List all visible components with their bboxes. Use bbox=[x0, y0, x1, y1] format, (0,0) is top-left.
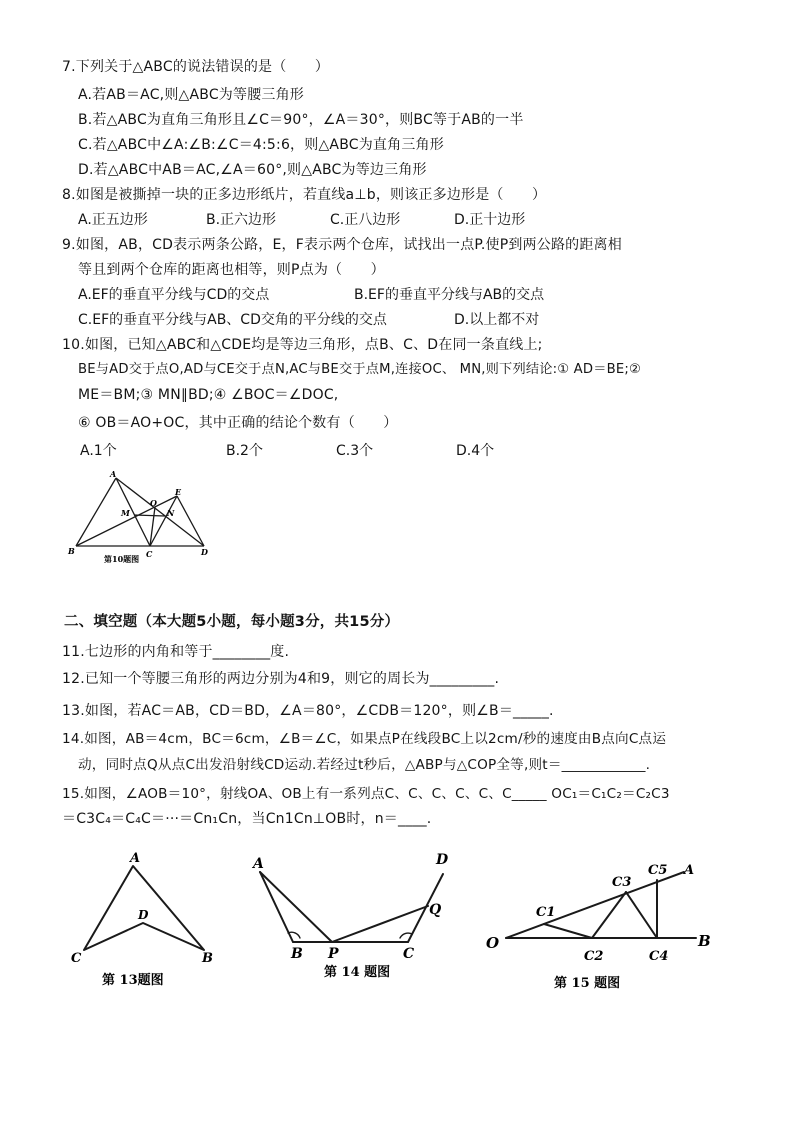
q10-option-c: C.3个 bbox=[336, 443, 374, 459]
fig10-label-b: B bbox=[68, 546, 75, 556]
fig15-label-c5: C5 bbox=[648, 863, 668, 878]
q9-option-a: A.EF的垂直平分线与CD的交点 bbox=[78, 287, 270, 303]
fig14-label-b: B bbox=[291, 946, 303, 962]
figure-q13 bbox=[68, 842, 228, 992]
fig13-caption: 第 13题图 bbox=[102, 973, 164, 988]
fig10-label-c: C bbox=[146, 549, 153, 559]
figure-q15 bbox=[480, 842, 720, 992]
q7-stem: 7.下列关于△ABC的说法错误的是（ ） bbox=[62, 59, 330, 75]
fig13-label-b: B bbox=[202, 951, 213, 966]
q7-option-c: C.若△ABC中∠A:∠B:∠C＝4:5:6，则△ABC为直角三角形 bbox=[78, 137, 444, 153]
fig15-caption: 第 15 题图 bbox=[554, 976, 621, 991]
fig15-label-a: A bbox=[684, 863, 695, 878]
q10-option-b: B.2个 bbox=[226, 443, 263, 459]
fig15-label-c4: C4 bbox=[649, 949, 669, 964]
q9-option-c: C.EF的垂直平分线与AB、CD交角的平分线的交点 bbox=[78, 312, 387, 328]
fig10-caption: 第10题图 bbox=[104, 554, 140, 564]
q8-option-d: D.正十边形 bbox=[454, 212, 526, 228]
q10-stem-line3: ME＝BM;③ MN∥BD;④ ∠BOC＝∠DOC, bbox=[78, 387, 339, 403]
q7-option-a: A.若AB＝AC,则△ABC为等腰三角形 bbox=[78, 87, 304, 103]
q8-stem: 8.如图是被撕掉一块的正多边形纸片，若直线a⊥b，则该正多边形是（ ） bbox=[62, 187, 547, 203]
q10-stem-line2: BE与AD交于点O,AD与CE交于点N,AC与BE交于点M,连接OC、 MN,则下列结论:① AD＝BE;② bbox=[78, 362, 642, 377]
fig10-label-m: M bbox=[121, 508, 130, 518]
q8-option-b: B.正六边形 bbox=[206, 212, 277, 228]
fig15-label-b: B bbox=[698, 932, 711, 950]
q9-stem-line1: 9.如图，AB，CD表示两条公路，E，F表示两个仓库，试找出一点P.使P到两公路的距离相 bbox=[62, 237, 622, 253]
fig15-label-o: O bbox=[486, 934, 500, 952]
fig13-label-d: D bbox=[138, 908, 149, 922]
q10-option-d: D.4个 bbox=[456, 443, 495, 459]
fig14-label-d: D bbox=[436, 852, 449, 868]
q7-option-d: D.若△ABC中AB＝AC,∠A＝60°,则△ABC为等边三角形 bbox=[78, 162, 427, 178]
q8-option-c: C.正八边形 bbox=[330, 212, 401, 228]
q10-option-a: A.1个 bbox=[80, 443, 117, 459]
fig10-label-n: N bbox=[167, 508, 175, 518]
figure-q14 bbox=[248, 842, 468, 992]
fig10-label-a: A bbox=[110, 469, 117, 479]
q7-option-b: B.若△ABC为直角三角形且∠C＝90°，∠A＝30°，则BC等于AB的一半 bbox=[78, 112, 524, 128]
fig15-label-c1: C1 bbox=[536, 905, 556, 920]
fig10-label-o: O bbox=[150, 498, 157, 508]
q10-stem-line1: 10.如图，已知△ABC和△CDE均是等边三角形，点B、C、D在同一条直线上; bbox=[62, 337, 543, 353]
fig13-label-c: C bbox=[71, 951, 82, 966]
q9-option-b: B.EF的垂直平分线与AB的交点 bbox=[354, 287, 545, 303]
q14-text-line2: 动，同时点Q从点C出发沿射线CD运动.若经过t秒后，△ABP与△COP全等,则t＝____________. bbox=[78, 757, 651, 773]
q9-stem-line2: 等且到两个仓库的距离也相等，则P点为（ ） bbox=[78, 262, 385, 278]
q13-text: 13.如图，若AC＝AB，CD＝BD，∠A＝80°，∠CDB＝120°，则∠B＝_____. bbox=[62, 703, 554, 719]
section2-title: 二、填空题（本大题5小题，每小题3分，共15分） bbox=[64, 614, 400, 630]
q14-text-line1: 14.如图，AB＝4cm，BC＝6cm，∠B＝∠C，如果点P在线段BC上以2cm/秒的速度由B点向C点运 bbox=[62, 731, 667, 747]
q11-text: 11.七边形的内角和等于________度. bbox=[62, 644, 290, 660]
q12-text: 12.已知一个等腰三角形的两边分别为4和9，则它的周长为_________. bbox=[62, 671, 500, 687]
fig15-label-c3: C3 bbox=[612, 875, 632, 890]
q15-text-line1: 15.如图，∠AOB＝10°，射线OA、OB上有一系列点C、C、C、C、C、C_____ OC₁＝C₁C₂＝C₂C3 bbox=[62, 786, 670, 802]
fig14-label-a: A bbox=[253, 856, 264, 872]
q15-text-line2: ＝C3C₄＝C₄C＝···＝Cn₁Cn，当Cn1Cn⊥OB时，n＝____. bbox=[62, 811, 432, 827]
figure-q10 bbox=[64, 464, 224, 574]
fig10-label-d: D bbox=[201, 547, 208, 557]
fig14-label-q: Q bbox=[429, 902, 442, 918]
fig15-label-c2: C2 bbox=[584, 949, 604, 964]
fig14-label-c: C bbox=[403, 946, 415, 962]
fig13-label-a: A bbox=[130, 851, 141, 866]
q10-stem-line4: ⑥ OB＝AO+OC，其中正确的结论个数有（ ） bbox=[78, 415, 398, 431]
q8-option-a: A.正五边形 bbox=[78, 212, 148, 228]
fig14-label-p: P bbox=[328, 946, 339, 962]
fig10-label-e: E bbox=[175, 487, 182, 497]
q9-option-d: D.以上都不对 bbox=[454, 312, 540, 328]
fig14-caption: 第 14 题图 bbox=[324, 965, 391, 980]
